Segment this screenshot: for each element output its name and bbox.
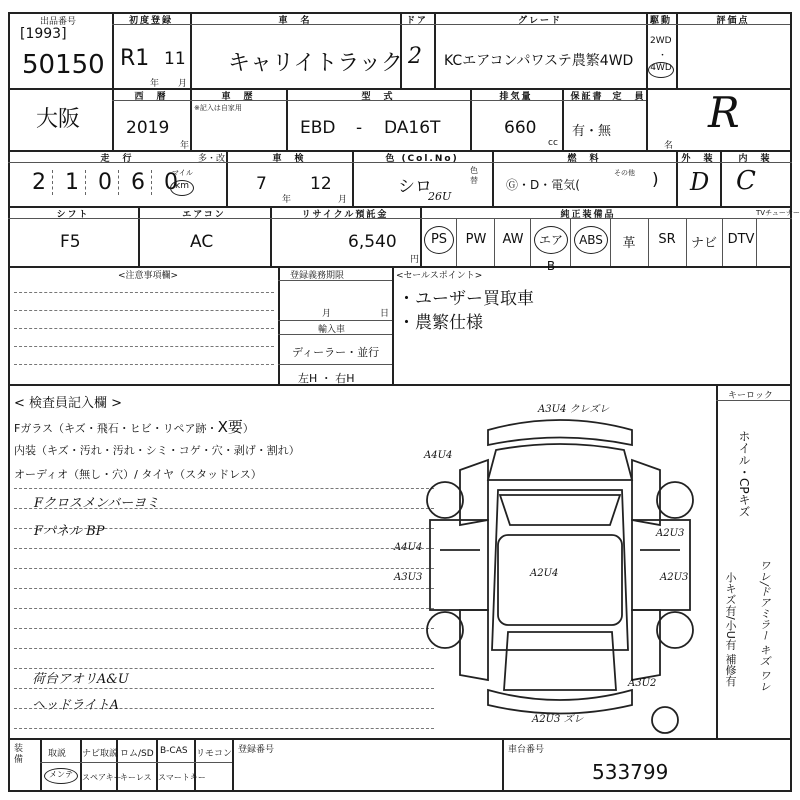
sales-label: <セールスポイント>	[396, 271, 483, 281]
warranty-label: 保証書	[570, 92, 604, 102]
shift-value: F5	[60, 232, 81, 252]
footer-item: 取説	[48, 749, 67, 759]
ac-label: エアコン	[182, 210, 226, 220]
km-unit: km	[170, 180, 194, 196]
damage-mark: A2U3	[656, 528, 685, 539]
exterior-label: 外 装	[681, 154, 715, 164]
recycle-value: 6,540	[348, 232, 397, 252]
capacity-unit: 名	[664, 141, 674, 151]
cc-value: 660	[504, 118, 537, 138]
score-label: 評価点	[716, 16, 750, 26]
grade-label: グレード	[517, 16, 562, 26]
model-code: DA16T	[384, 118, 441, 138]
shift-label: シフト	[56, 210, 90, 220]
damage-mark: A3U4 クレズレ	[538, 404, 610, 415]
handwritten-note-2: Fパネル BP	[34, 524, 105, 539]
recycle-label: リサイクル預託金	[301, 210, 389, 220]
exterior-value: D	[690, 168, 710, 196]
damage-mark: A4U4	[424, 450, 453, 461]
mileage-digit: 6	[125, 170, 152, 195]
interior-value: C	[736, 166, 756, 196]
car-name-label: 車 名	[278, 16, 312, 26]
first-reg-month: 11	[164, 49, 186, 69]
dealer-label: ディーラー・並行	[292, 346, 380, 359]
equip-leather: 革	[622, 236, 636, 251]
reg-day-unit: 日	[380, 309, 390, 319]
key-lock-label: キーロック	[728, 391, 773, 401]
score-value: R	[708, 88, 740, 137]
mileage-digit: 1	[59, 170, 86, 195]
history-label: 車 歴	[221, 92, 255, 102]
equip-dtv: DTV	[727, 232, 755, 247]
first-reg-era: R1	[120, 46, 150, 71]
import-label: 輸入車	[318, 325, 346, 335]
fuel-close: )	[652, 170, 659, 190]
reg-number-label: 登録番号	[238, 745, 275, 755]
recycle-unit: 円	[410, 255, 420, 265]
vin-value: 533799	[592, 760, 669, 784]
cab-body	[492, 490, 628, 650]
right-note-2: ワレ/ドアミラー キズ ワレ	[758, 560, 771, 692]
footer-item: リモコン	[196, 749, 233, 759]
sales-point-2: ・農繁仕様	[398, 313, 483, 333]
reg-deadline-label: 登録義務期限	[290, 271, 345, 281]
spare-wheel	[652, 707, 678, 733]
drive-dot: ・	[658, 51, 668, 61]
model-prefix: EBD	[300, 118, 336, 138]
vin-label: 車台番号	[508, 745, 545, 755]
car-name: キャリイトラック	[228, 51, 403, 76]
handwritten-note-1: Fクロスメンバーヨミ	[34, 496, 160, 511]
fglass-end: ）	[242, 422, 254, 435]
fuel-label: 燃 料	[567, 154, 601, 164]
equip-pw: PW	[465, 232, 487, 247]
caution-label: <注意事項欄>	[118, 271, 179, 281]
right-rear-wheel	[657, 612, 693, 648]
color-change-label: 色替	[470, 166, 478, 185]
equip-airbag: エアB	[534, 226, 568, 254]
inspection-label: 車 検	[272, 154, 306, 164]
month-unit: 月	[178, 79, 188, 89]
color-code: 26U	[428, 190, 452, 203]
footer-item: ロム/SD	[120, 749, 154, 759]
footer-item: スマートキー	[158, 773, 206, 782]
western-year-label: 西 暦	[134, 92, 168, 102]
color-value: シロ	[398, 177, 432, 197]
damage-mark: A4U4	[394, 542, 423, 553]
equip-ps: PS	[424, 226, 454, 254]
footer-equip-label: 装備	[14, 744, 24, 765]
insp-year-unit: 年	[282, 195, 292, 205]
front-bumper	[488, 420, 632, 445]
equip-abs: ABS	[574, 226, 608, 254]
fuel-other: その他	[614, 169, 635, 177]
lot-year: [1993]	[20, 26, 67, 42]
footer-item: メンテ	[44, 768, 78, 784]
doors-value: 2	[408, 44, 422, 69]
first-reg-label: 初度登録	[128, 16, 173, 26]
handwritten-note-4: ヘッドライトA	[32, 698, 119, 713]
right-front-fender	[632, 460, 660, 525]
windshield	[500, 495, 620, 525]
equip-navi: ナビ	[690, 236, 717, 251]
hood	[488, 444, 632, 480]
model-label: 型 式	[361, 92, 395, 102]
right-note-1: ホイル・CPキズ	[737, 430, 751, 518]
warranty-value: 有・無	[572, 124, 612, 139]
color-label: 色 (Col.No)	[385, 154, 459, 164]
fuel-options: Ⓖ・D・電気(	[506, 178, 580, 192]
right-front-wheel	[657, 482, 693, 518]
left-rear-wheel	[427, 612, 463, 648]
insp-month-unit: 月	[338, 195, 348, 205]
mileage-digit: 0	[92, 170, 119, 195]
mileage-digit: 2	[26, 170, 53, 195]
drive-4wd: 4WD	[648, 62, 674, 78]
handwritten-note-3: 荷台アオリA&U	[32, 672, 129, 687]
rear-window	[504, 632, 616, 690]
right-rear-panel	[632, 610, 660, 680]
insp-year: 7	[256, 174, 267, 194]
door-label: ドア	[406, 16, 428, 26]
mileage-digit: 0	[164, 170, 178, 195]
roof	[498, 535, 622, 625]
fglass-text: Fガラス（キズ・飛石・ヒビ・リペア跡・	[14, 422, 218, 435]
model-dash: -	[356, 118, 363, 138]
tuner-label: TVチューナー	[756, 209, 800, 217]
left-rear-panel	[460, 610, 488, 680]
ac-value: AC	[190, 232, 214, 252]
equip-sr: SR	[658, 232, 676, 247]
insp-month: 12	[310, 174, 332, 194]
year-unit: 年	[150, 79, 160, 89]
mile-unit: マイル	[172, 169, 193, 177]
footer-item: B-CAS	[160, 746, 188, 756]
right-note-3: 小キズ有/小U有 補修有	[724, 572, 737, 687]
meter-change-label: 多・改	[198, 154, 226, 164]
damage-mark: A2U3	[660, 572, 689, 583]
interior-line: 内装（キズ・汚れ・汚れ・シミ・コゲ・穴・剥げ・割れ）	[14, 444, 300, 457]
handle-label: 左H ・ 右H	[298, 372, 355, 385]
left-door	[430, 520, 488, 610]
sales-point-1: ・ユーザー買取車	[398, 289, 534, 309]
inspector-title: < 検査員記入欄 >	[14, 396, 123, 411]
mileage-digits	[26, 170, 184, 195]
footer-item: スペアキー	[82, 773, 122, 782]
damage-mark: A2U4	[530, 568, 559, 579]
drive-label: 駆動	[649, 16, 672, 26]
capacity-label: 定 員	[612, 92, 646, 102]
western-year: 2019	[126, 118, 170, 138]
left-front-fender	[460, 460, 488, 525]
lot-label: 出品番号	[40, 17, 77, 27]
mileage-label: 走 行	[100, 154, 134, 164]
damage-mark: A3U2	[628, 678, 657, 689]
equip-aw: AW	[502, 232, 524, 247]
footer-item: ナビ取説	[82, 749, 119, 759]
audio-line: オーディオ（無し・穴）/ タイヤ（スタッドレス）	[14, 468, 262, 481]
cc-unit: cc	[548, 138, 558, 148]
damage-mark: A3U3	[394, 572, 423, 583]
equipment-label: 純正装備品	[560, 210, 616, 220]
history-note: ※記入は自家用	[194, 104, 242, 112]
fglass-mark: X要	[217, 418, 243, 436]
drive-2wd: 2WD	[650, 36, 672, 46]
lot-number: 50150	[22, 50, 105, 80]
grade-value: KCエアコンパワステ農繁4WD	[444, 53, 634, 69]
footer-item: キーレス	[120, 773, 152, 782]
row2-year-unit: 年	[180, 141, 190, 151]
region: 大阪	[36, 107, 81, 132]
interior-label: 内 装	[738, 154, 772, 164]
fglass-line	[14, 416, 254, 437]
damage-mark: A2U3 ズレ	[532, 714, 584, 725]
left-front-wheel	[427, 482, 463, 518]
cc-label: 排気量	[499, 92, 533, 102]
reg-month-unit: 月	[322, 309, 332, 319]
